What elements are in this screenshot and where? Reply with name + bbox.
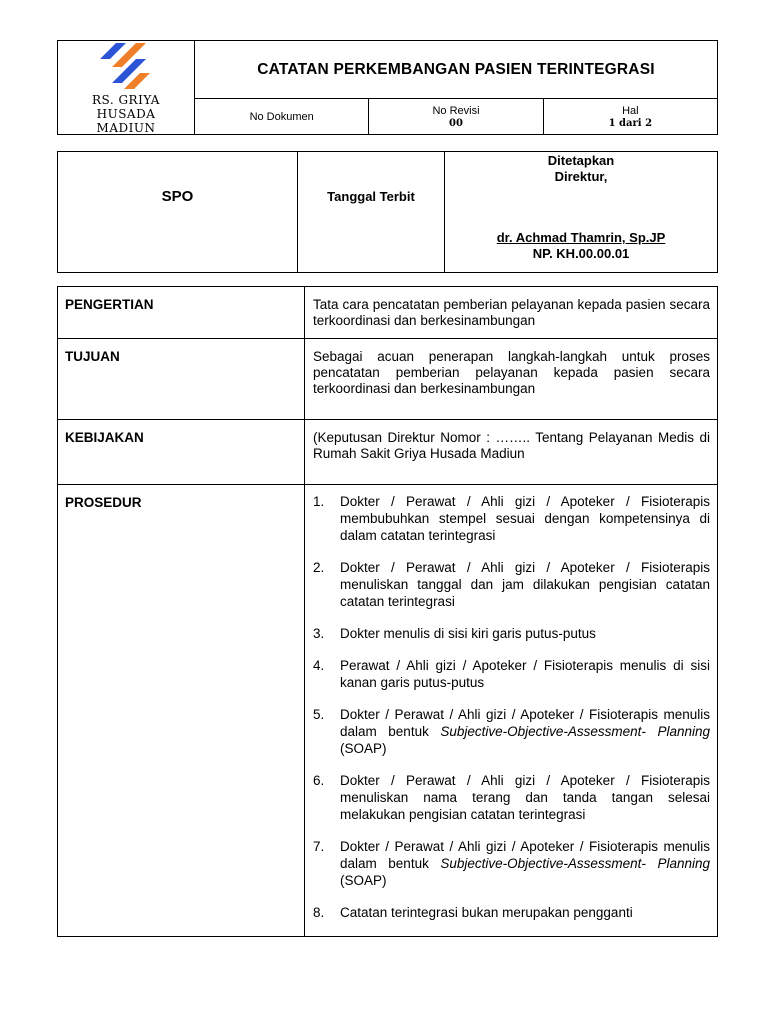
prosedur-item-italic: Subjective-Objective-Assessment- Planning <box>440 724 710 739</box>
prosedur-item-italic: Subjective-Objective-Assessment- Planning <box>440 856 710 871</box>
logo-cell <box>58 41 195 135</box>
signer-np: NP. KH.00.00.01 <box>532 246 630 261</box>
no-revisi-label: No Revisi <box>432 104 480 117</box>
hospital-logo-icon <box>100 43 152 89</box>
no-dokumen-cell <box>195 99 369 135</box>
spo-cell <box>58 152 298 273</box>
hal-cell <box>543 99 717 135</box>
no-revisi-cell <box>369 99 543 135</box>
prosedur-item-number: 3. <box>313 626 325 641</box>
prosedur-item-text: Dokter / Perawat / Ahli gizi / Apoteker / Fisioterapis membubuhkan stempel sesuai dengan kompetensinya di dalam catatan terintegrasi <box>340 494 710 543</box>
prosedur-item-text: Dokter menulis di sisi kiri garis putus-putus <box>340 626 596 641</box>
pengertian-text: Tata cara pencatatan pemberian pelayanan kepada pasien secara terkoordinasi dan berkesinambungan <box>305 287 718 339</box>
content-table <box>57 286 718 937</box>
prosedur-item-text: Dokter / Perawat / Ahli gizi / Apoteker / Fisioterapis menuliskan nama terang dan tanda tangan selesai melakukan pengisian catatan terintegrasi <box>340 773 710 822</box>
prosedur-item <box>313 904 710 921</box>
prosedur-item-text: Dokter / Perawat / Ahli gizi / Apoteker / Fisioterapis menulis dalam bentuk <box>340 707 710 739</box>
prosedur-item-suffix: (SOAP) <box>340 873 387 888</box>
hal-value: 1 dari 2 <box>608 117 653 129</box>
prosedur-item-number: 7. <box>313 839 325 854</box>
prosedur-item-suffix: (SOAP) <box>340 741 387 756</box>
tujuan-label: TUJUAN <box>58 339 305 420</box>
prosedur-item <box>313 493 710 544</box>
direktur-label: Direktur, <box>554 169 608 184</box>
tanggal-terbit-cell <box>298 152 445 273</box>
kebijakan-text: (Keputusan Direktur Nomor : …….. Tentang Pelayanan Medis di Rumah Sakit Griya Husada Madiun <box>305 420 718 485</box>
prosedur-item-text: Catatan terintegrasi bukan merupakan pengganti <box>340 905 633 920</box>
kebijakan-label: KEBIJAKAN <box>58 420 305 485</box>
prosedur-cell <box>305 485 718 937</box>
tanggal-terbit-label: Tanggal Terbit <box>327 189 415 204</box>
prosedur-item-number: 4. <box>313 658 325 673</box>
prosedur-item-number: 6. <box>313 773 325 788</box>
prosedur-item-text: Dokter / Perawat / Ahli gizi / Apoteker / Fisioterapis menuliskan tanggal dan jam dilakukan pengisian catatan catatan terintegrasi <box>340 560 710 609</box>
prosedur-item <box>313 625 710 642</box>
prosedur-list <box>313 493 710 921</box>
prosedur-item-text: Dokter / Perawat / Ahli gizi / Apoteker / Fisioterapis menulis dalam bentuk <box>340 839 710 871</box>
spo-table <box>57 151 718 273</box>
no-dokumen-label: No Dokumen <box>249 110 314 123</box>
prosedur-item-number: 1. <box>313 494 325 509</box>
spo-label: SPO <box>161 188 194 205</box>
prosedur-item-number: 8. <box>313 905 325 920</box>
prosedur-item <box>313 838 710 889</box>
hal-label: Hal <box>622 104 639 117</box>
document-title: CATATAN PERKEMBANGAN PASIEN TERINTEGRASI <box>195 41 718 99</box>
hospital-name: RS. GRIYA HUSADA MADIUN <box>92 93 160 135</box>
prosedur-label: PROSEDUR <box>58 485 305 937</box>
prosedur-item-number: 5. <box>313 707 325 722</box>
prosedur-item <box>313 657 710 691</box>
ditetapkan-label: Ditetapkan <box>547 153 615 168</box>
document-header <box>57 40 718 135</box>
prosedur-item <box>313 559 710 610</box>
prosedur-item-number: 2. <box>313 560 325 575</box>
prosedur-item-text: Perawat / Ahli gizi / Apoteker / Fisioterapis menulis di sisi kanan garis putus-putus <box>340 658 710 690</box>
prosedur-item <box>313 772 710 823</box>
prosedur-item <box>313 706 710 757</box>
no-revisi-value: 00 <box>449 117 463 129</box>
pengertian-label: PENGERTIAN <box>58 287 305 339</box>
ditetapkan-cell <box>445 152 718 273</box>
tujuan-text: Sebagai acuan penerapan langkah-langkah untuk proses pencatatan pemberian pelayanan kepada pasien secara terkoordinasi dan berkesinambungan <box>305 339 718 420</box>
signer-name: dr. Achmad Thamrin, Sp.JP <box>496 230 666 245</box>
